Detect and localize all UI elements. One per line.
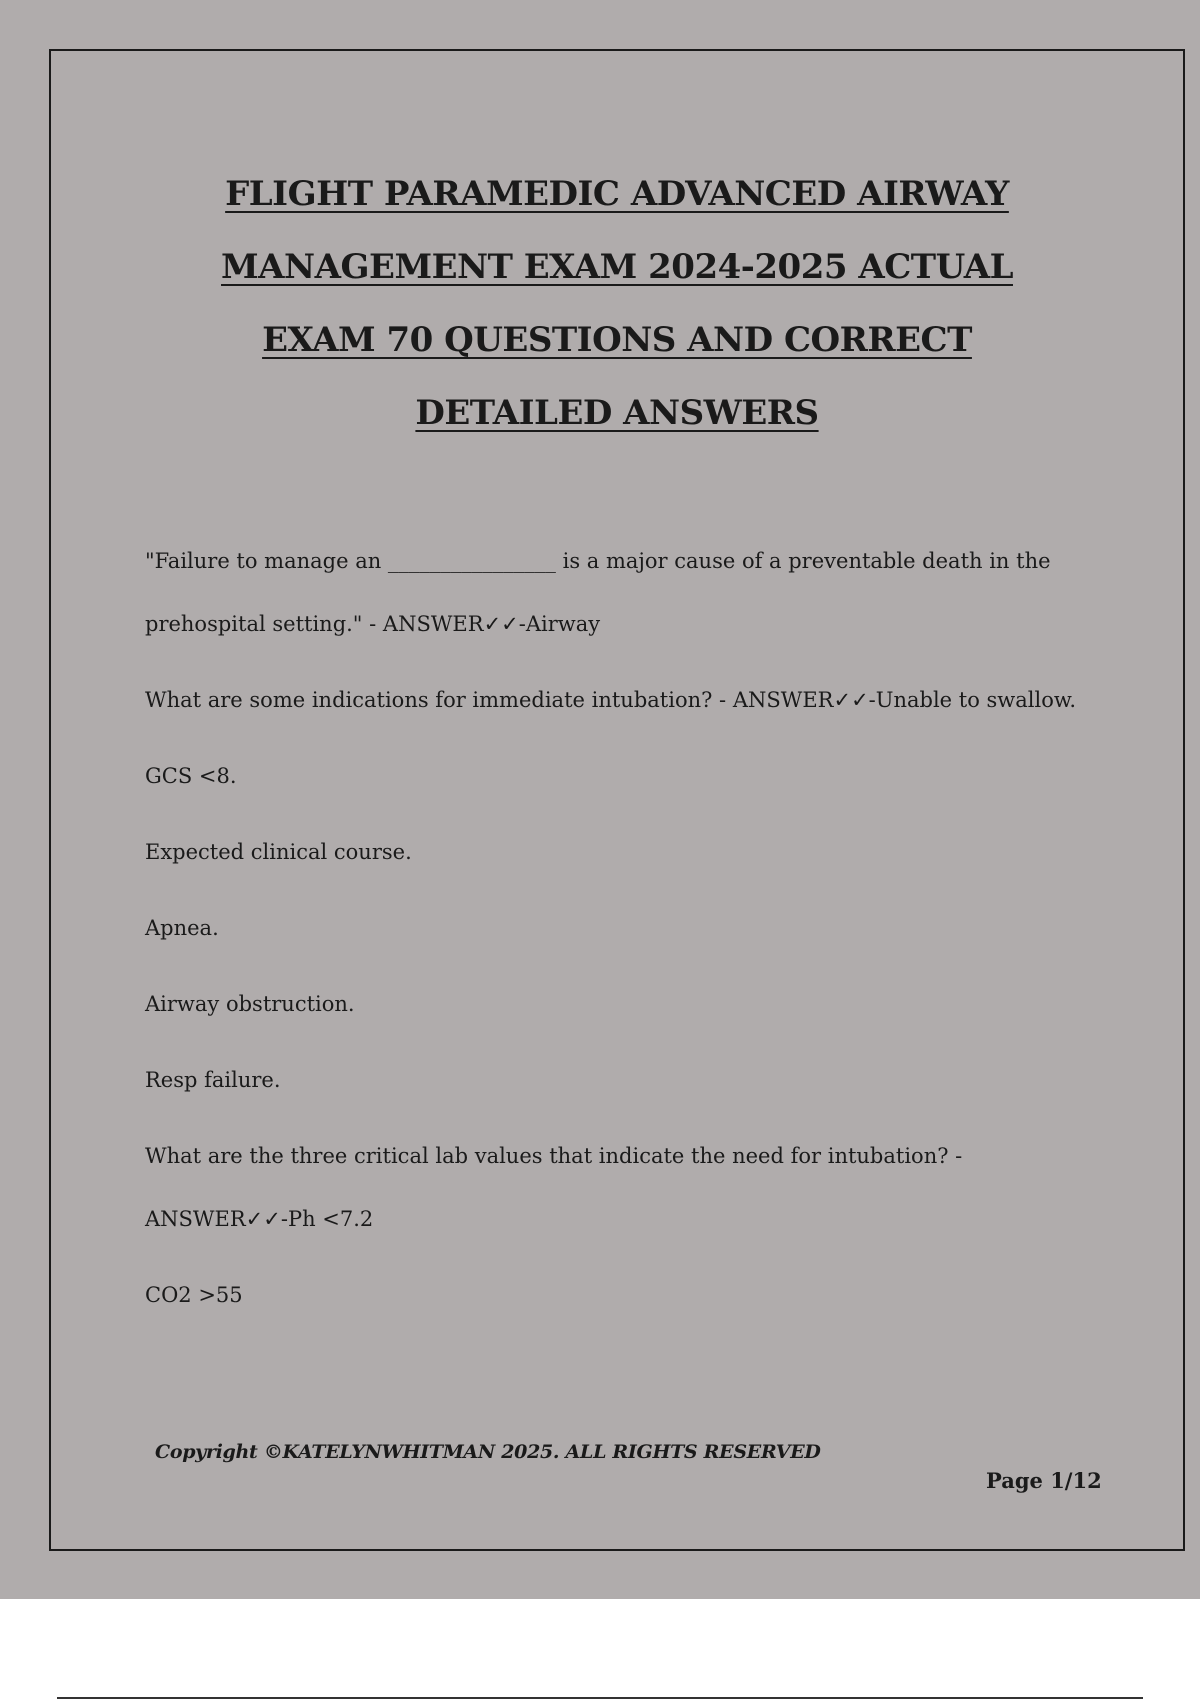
next-page-divider — [57, 1697, 1143, 1699]
document-body — [145, 530, 1095, 1340]
title-line: MANAGEMENT EXAM 2024-2025 ACTUAL — [221, 247, 1013, 287]
answer-line: Apnea. — [145, 916, 219, 940]
question-paragraph: What are some indications for immediate intubation? - ANSWER✓✓-Unable to swallow. — [145, 688, 1077, 712]
answer-line: Resp failure. — [145, 1068, 281, 1092]
answer-line: CO2 >55 — [145, 1283, 243, 1307]
question-paragraph: What are the three critical lab values that indicate the need for intubation? - ANSWER✓✓-Ph <7.2 — [145, 1144, 963, 1231]
document-title — [130, 158, 1104, 450]
title-line: EXAM 70 QUESTIONS AND CORRECT — [262, 320, 972, 360]
copyright-notice: Copyright ©KATELYNWHITMAN 2025. ALL RIGHTS RESERVED — [155, 1441, 821, 1463]
answer-line: Airway obstruction. — [145, 992, 355, 1016]
title-line: FLIGHT PARAMEDIC ADVANCED AIRWAY — [225, 174, 1009, 214]
question-paragraph: "Failure to manage an ________________ is a major cause of a preventable death in the prehospital setting." - ANSWER✓✓-Airway — [145, 549, 1051, 636]
page-number: Page 1/12 — [986, 1468, 1102, 1493]
title-line: DETAILED ANSWERS — [415, 393, 819, 433]
answer-line: Expected clinical course. — [145, 840, 412, 864]
answer-line: GCS <8. — [145, 764, 237, 788]
